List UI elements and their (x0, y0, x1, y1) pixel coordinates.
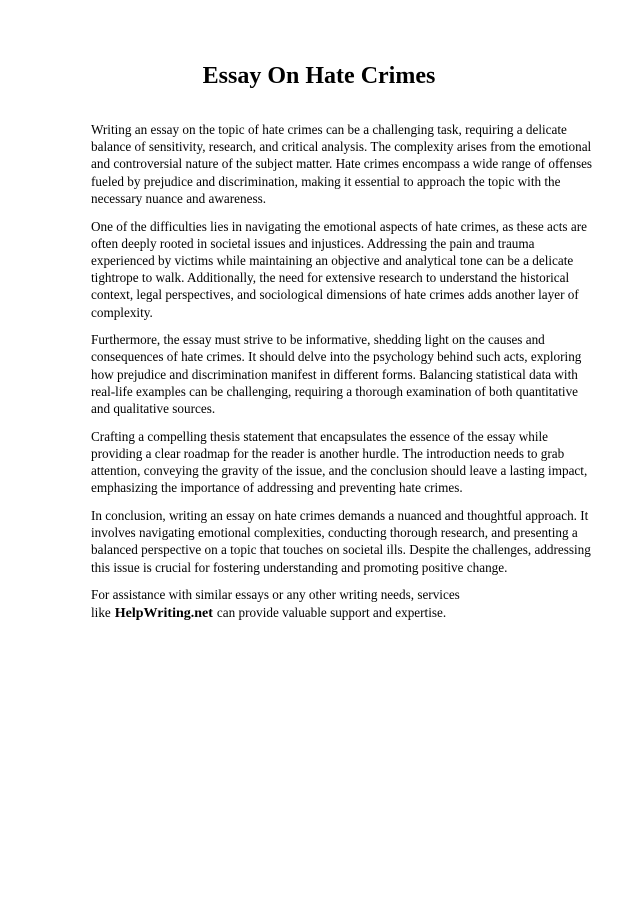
paragraph-furthermore: Furthermore, the essay must strive to be informative, shedding light on the causes and consequences of hate crimes. It should delve into the psychology behind such acts, exploring how prejudice and discrimination manifest in different forms. Balancing statistical data with real-life examples can be challenging, requiring a thorough examination of both quantitative and qualitative sources. (91, 332, 582, 417)
closing-text-before: For assistance with similar essays or any other writing needs, services like (91, 587, 460, 620)
closing-text-after: can provide valuable support and expertise. (216, 604, 447, 620)
document-body (91, 121, 593, 632)
paragraph-thesis: Crafting a compelling thesis statement that encapsulates the essence of the essay while providing a clear roadmap for the reader is another hurdle. The introduction needs to grab attention, conveying the gravity of the issue, and the conclusion should leave a lasting impact, emphasizing the importance of addressing and preventing hate crimes. (91, 428, 588, 496)
paragraph-difficulties: One of the difficulties lies in navigating the emotional aspects of hate crimes, as these acts are often deeply rooted in societal issues and injustices. Addressing the pain and trauma experienced by victims while maintaining an objective and analytical tone can be a delicate tightrope to walk. Additionally, the need for extensive research to understand the historical context, legal perspectives, and sociological dimensions of hate crimes adds another layer of complexity. (91, 218, 587, 320)
paragraph-conclusion: In conclusion, writing an essay on hate crimes demands a nuanced and thoughtful approach. It involves navigating emotional complexities, conducting thorough research, and presenting a balanced perspective on a topic that touches on societal ills. Despite the challenges, addressing this issue is crucial for fostering understanding and promoting positive change. (91, 508, 591, 575)
document-title: Essay On Hate Crimes (202, 63, 436, 89)
paragraph-closing (91, 586, 593, 621)
paragraph-intro: Writing an essay on the topic of hate crimes can be a challenging task, requiring a delicate balance of sensitivity, research, and critical analysis. The complexity arises from the emotional and controversial nature of the subject matter. Hate crimes encompass a wide range of offenses fueled by prejudice and discrimination, making it essential to approach the topic with the necessary nuance and awareness. (91, 122, 593, 206)
brand-name: HelpWriting.net (114, 605, 213, 621)
